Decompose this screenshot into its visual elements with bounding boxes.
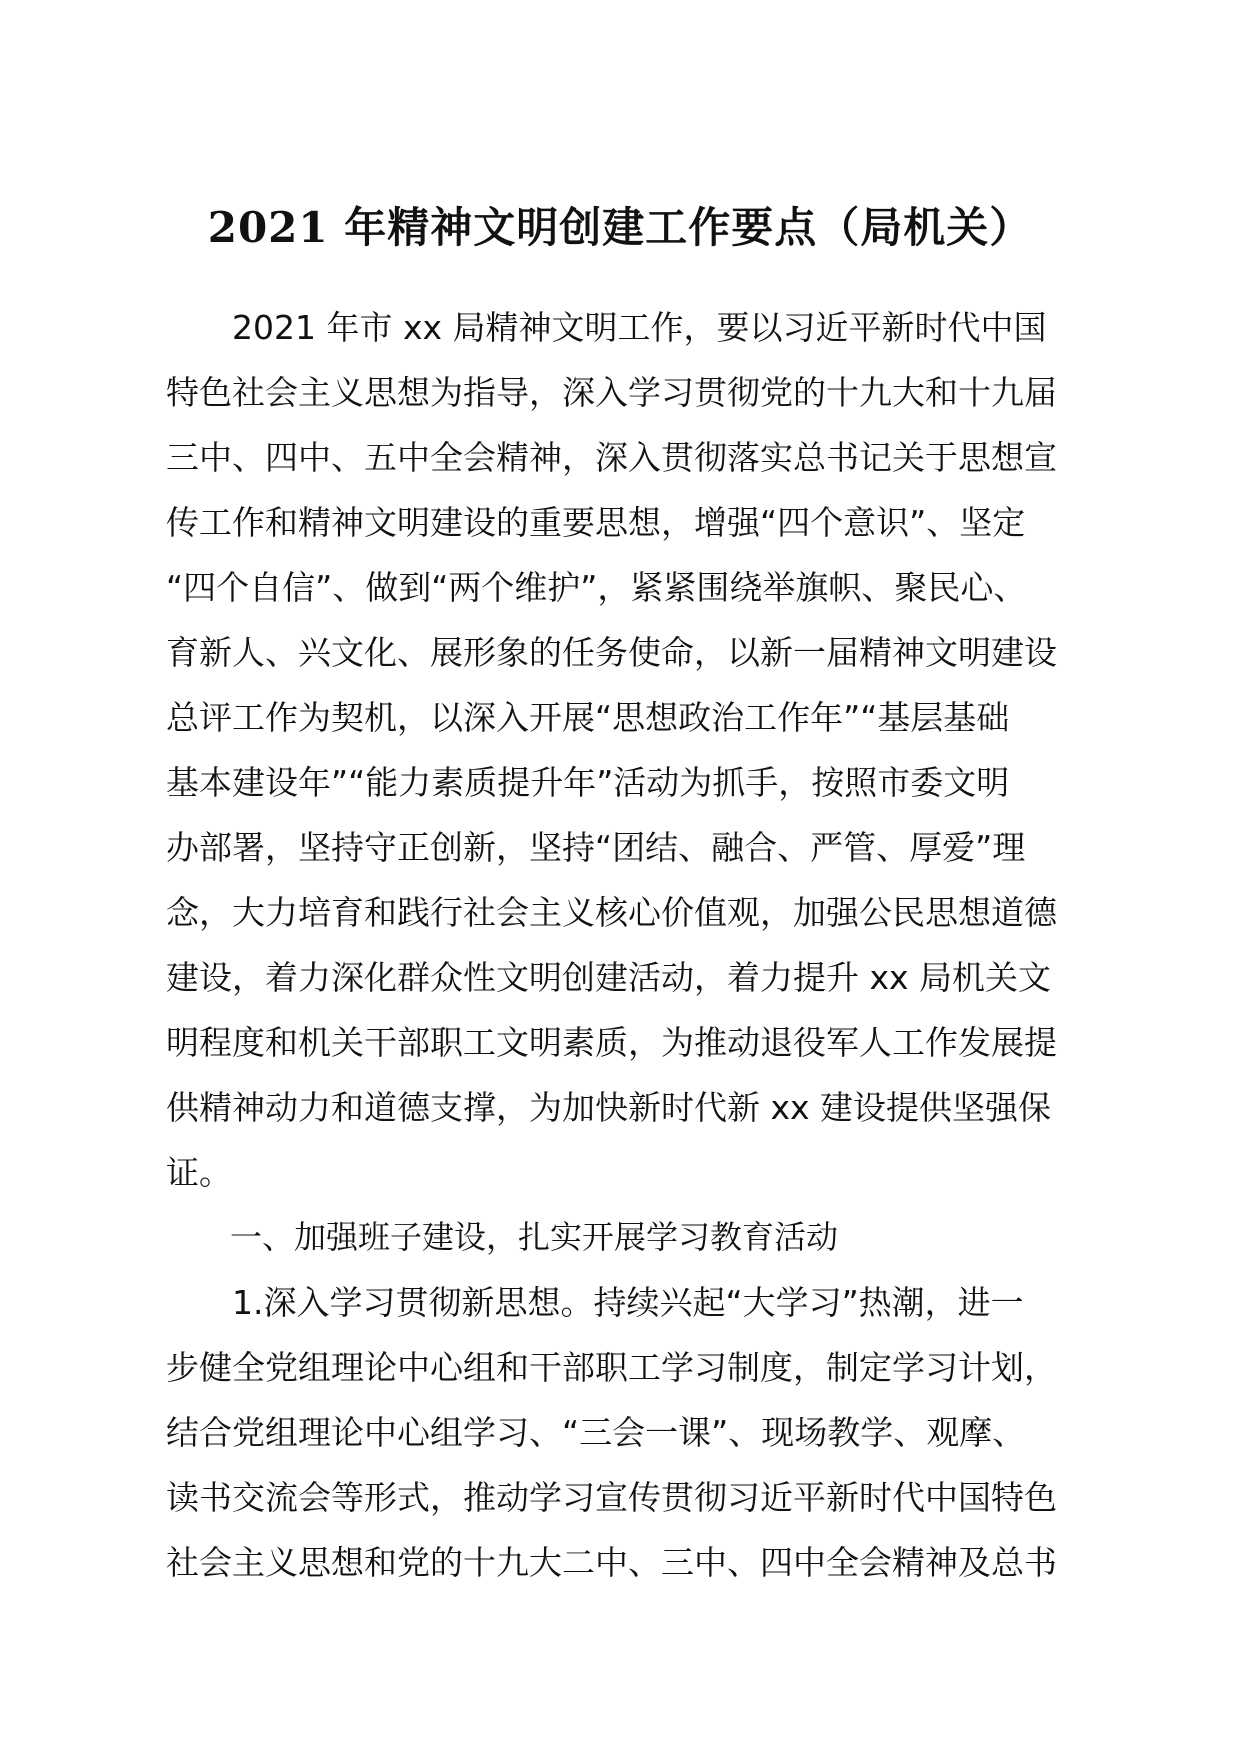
body-line: 步健全党组理论中心组和干部职工学习制度，制定学习计划，	[166, 1348, 1057, 1387]
body-line: 传工作和精神文明建设的重要思想，增强“四个意识”、坚定	[166, 503, 1026, 542]
document-title: 2021 年精神文明创建工作要点（局机关）	[207, 203, 1033, 252]
body-line: 育新人、兴文化、展形象的任务使命，以新一届精神文明建设	[166, 633, 1057, 672]
body-line: 特色社会主义思想为指导，深入学习贯彻党的十九大和十九届	[166, 373, 1057, 412]
body-line: 三中、四中、五中全会精神，深入贯彻落实总书记关于思想宣	[166, 438, 1057, 477]
section-heading: 一、加强班子建设，扎实开展学习教育活动	[166, 1218, 839, 1256]
body-line: 明程度和机关干部职工文明素质，为推动退役军人工作发展提	[166, 1023, 1057, 1062]
body-line: 办部署，坚持守正创新，坚持“团结、融合、严管、厚爱”理	[166, 828, 1026, 867]
body-line: 基本建设年”“能力素质提升年”活动为抓手，按照市委文明	[166, 763, 1010, 802]
body-line: 建设，着力深化群众性文明创建活动，着力提升 xx 局机关文	[166, 958, 1052, 997]
body-line: 结合党组理论中心组学习、“三会一课”、现场教学、观摩、	[166, 1413, 1026, 1452]
body-line: 供精神动力和道德支撑，为加快新时代新 xx 建设提供坚强保	[166, 1088, 1052, 1127]
body-line: 念，大力培育和践行社会主义核心价值观，加强公民思想道德	[166, 893, 1057, 932]
body-line: “四个自信”、做到“两个维护”，紧紧围绕举旗帜、聚民心、	[166, 568, 1027, 607]
document-body	[166, 295, 1076, 1595]
body-line: 证。	[166, 1153, 232, 1192]
body-line: 2021 年市 xx 局精神文明工作，要以习近平新时代中国	[166, 308, 1047, 347]
body-line: 总评工作为契机，以深入开展“思想政治工作年”“基层基础	[166, 698, 1010, 737]
body-line: 社会主义思想和党的十九大二中、三中、四中全会精神及总书	[166, 1543, 1057, 1582]
body-line: 1.深入学习贯彻新思想。持续兴起“大学习”热潮，进一	[166, 1283, 1024, 1322]
body-line: 读书交流会等形式，推动学习宣传贯彻习近平新时代中国特色	[166, 1478, 1057, 1517]
